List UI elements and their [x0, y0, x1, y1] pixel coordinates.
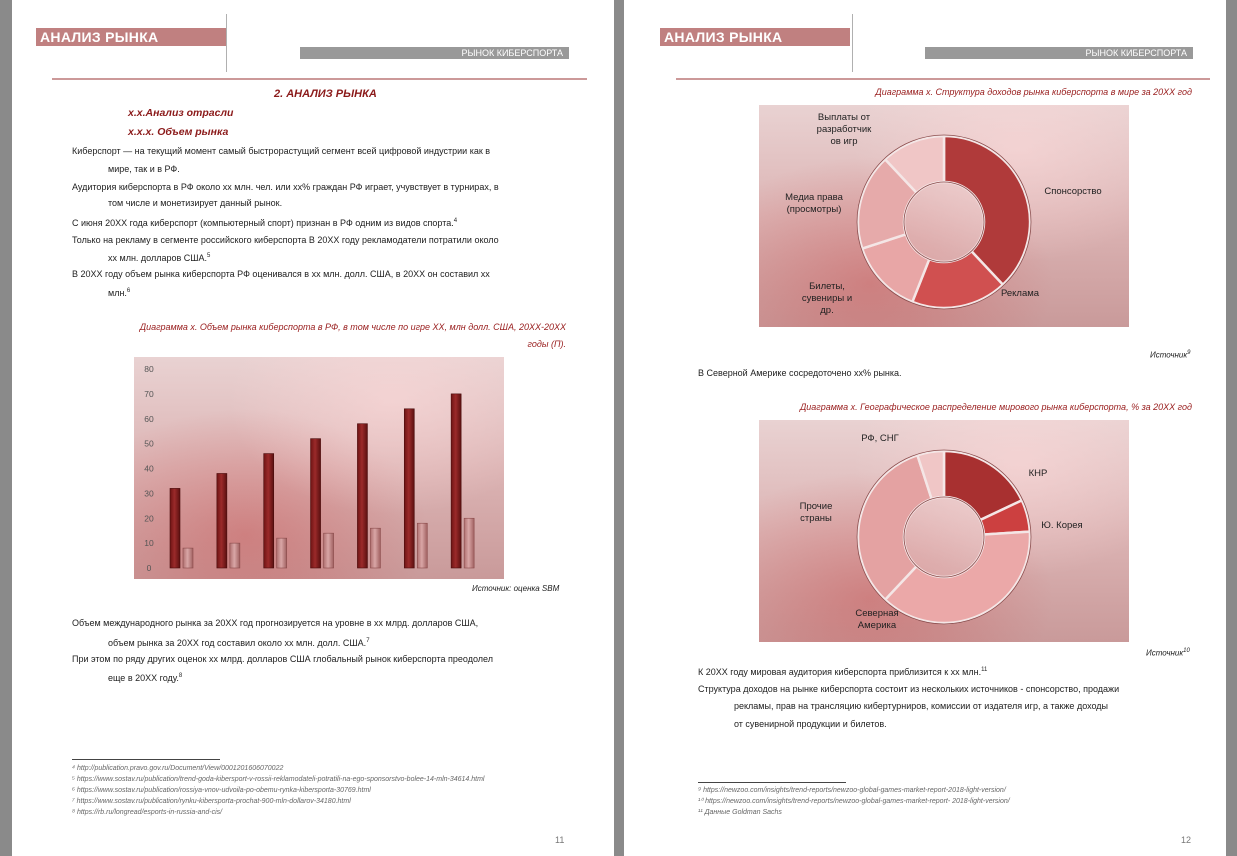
paragraph-6a: Объем международного рынка за 20ХХ год прогнозируется на уровне в хх млрд. долларов США, [72, 618, 479, 628]
page-11 [12, 0, 614, 856]
chart-caption-geo: Диаграмма х. Географическое распределение мирового рынка киберспорта, % за 20ХХ год [799, 402, 1192, 412]
paragraph-2b: том числе и монетизирует данный рынок. [108, 198, 283, 208]
donut-label: Билеты, сувениры и др. [801, 281, 853, 316]
footnote-rule [72, 759, 220, 760]
y-tick-label: 60 [144, 413, 154, 424]
paragraph-4b: хх млн. долларов США.$^5$ [108, 253, 211, 263]
footnote-7[interactable]: ⁷ https://www.sostav.ru/publication/rynku-kibersporta-prochat-900-mln-dollarov-34180.html [72, 798, 351, 805]
footnote-4[interactable]: ⁴ http://publication.pravo.gov.ru/Document/View/0001201606070022 [72, 765, 284, 772]
section-subtitle: РЫНОК КИБЕРСПОРТА [925, 47, 1193, 59]
section-header: АНАЛИЗ РЫНКА [36, 28, 226, 46]
paragraph-7a: При этом по ряду других оценок хх млрд. долларов США глобальный рынок киберспорта преодолел [72, 654, 493, 664]
section-subtitle: РЫНОК КИБЕРСПОРТА [300, 47, 569, 59]
y-tick-label: 70 [144, 388, 154, 399]
header-divider [226, 14, 227, 72]
chart-caption: Диаграмма х. Объем рынка киберспорта в РФ, в том числе по игре ХХ, млн долл. США, 20ХХ-20ХХ годы (П). [139, 322, 566, 349]
chart-caption-revenue: Диаграмма х. Структура доходов рынка киберспорта в мире за 20ХХ год [875, 87, 1192, 97]
bar-series-1 [217, 473, 227, 568]
section-header: АНАЛИЗ РЫНКА [660, 28, 850, 46]
bar-series-1 [264, 454, 274, 568]
footnote-11: ¹¹ Данные Goldman Sachs [698, 809, 782, 816]
y-tick-label: 80 [144, 364, 154, 374]
y-tick-label: 0 [146, 563, 152, 573]
donut-label: Прочие страны [799, 501, 833, 524]
chart-source: Источник: оценка SBM [472, 584, 560, 593]
bar-series-1 [311, 439, 321, 568]
donut-label: Ю. Корея [1041, 520, 1083, 531]
paragraph-5b: млн.$^6$ [108, 288, 131, 298]
page-12 [624, 0, 1226, 856]
bar-chart-svg [134, 357, 504, 579]
donut-label: Медиа права (просмотры) [785, 192, 843, 215]
page-number: 12 [1181, 835, 1192, 845]
y-tick-label: 30 [144, 488, 154, 499]
page-number: 11 [555, 835, 565, 845]
footnote-9[interactable]: ⁹ https://newzoo.com/insights/trend-reports/newzoo-global-games-market-report-2018-light-version/ [698, 787, 1006, 794]
bar-series-2 [183, 548, 193, 568]
header-rule [676, 78, 1210, 80]
donut-hole [904, 182, 984, 262]
revenue-donut-chart [759, 105, 1129, 327]
bar-series-2 [370, 528, 380, 568]
donut-label: Реклама [1000, 288, 1040, 299]
subheading-market-volume: х.х.х. Объем рынка [128, 126, 229, 138]
donut-label: Выплаты от разработчик ов игр [816, 112, 872, 147]
paragraph-structure-c: от сувенирной продукции и билетов. [734, 719, 887, 729]
donut-label: КНР [1028, 468, 1048, 479]
bar-series-1 [357, 424, 367, 568]
paragraph-4a: Только на рекламу в сегменте российского киберспорта В 20ХХ году рекламодатели потратили около [72, 235, 499, 245]
donut-label: Северная Америка [855, 608, 899, 631]
donut-label: РФ, СНГ [861, 433, 899, 444]
y-tick-label: 40 [144, 463, 154, 474]
y-tick-label: 20 [144, 513, 154, 524]
paragraph-6b: объем рынка за 20ХХ год составил около хх млн. долл. США.$^7$ [108, 638, 370, 648]
paragraph-3: С июня 20ХХ года киберспорт (компьютерный спорт) признан в РФ одним из видов спорта.$^4$ [72, 218, 458, 228]
bar-chart [134, 357, 504, 579]
bar-series-1 [404, 409, 414, 568]
bar-series-2 [417, 523, 427, 568]
subheading-industry: х.х.Анализ отрасли [128, 107, 234, 119]
paragraph-5a: В 20ХХ году объем рынка киберспорта РФ оценивался в хх млн. долл. США, в 20ХХ он составил хх [72, 269, 490, 279]
source-geo: Источник$^{10}$ [1146, 648, 1190, 658]
bar-series-2 [464, 518, 474, 568]
donut-label: Спонсорство [1044, 186, 1102, 197]
geo-donut-chart [759, 420, 1129, 642]
paragraph-7b: еще в 20ХХ году.$^8$ [108, 673, 183, 683]
paragraph-audience: К 20ХХ году мировая аудитория киберспорта приблизится к хх млн.$^{11}$ [698, 667, 988, 677]
footnote-6[interactable]: ⁶ https://www.sostav.ru/publication/rossiya-vnov-udvoila-po-obemu-rynka-kibersporta-30769.html [72, 787, 371, 794]
paragraph-2a: Аудитория киберспорта в РФ около хх млн. чел. или хх% граждан РФ играет, учувствует в турнирах, в [72, 182, 499, 192]
paragraph-na: В Северной Америке сосредоточено хх% рынка. [698, 368, 902, 378]
bar-series-1 [451, 394, 461, 568]
footnote-5[interactable]: ⁵ https://www.sostav.ru/publication/trend-goda-kibersport-v-rossii-reklamodateli-potratili-na-ego-sponsorstvo-bolee-14-mln-34614.html [72, 776, 485, 783]
page-heading: 2. АНАЛИЗ РЫНКА [274, 88, 377, 100]
header-divider [852, 14, 853, 72]
bar-series-2 [277, 538, 287, 568]
paragraph-structure-a: Структура доходов на рынке киберспорта состоит из нескольких источников - спонсорство, продажи [698, 684, 1120, 694]
y-tick-label: 10 [144, 538, 154, 549]
bar-series-1 [170, 488, 180, 568]
source-revenue: Источник$^9$ [1150, 350, 1191, 360]
donut-hole [904, 497, 984, 577]
bar-series-2 [324, 533, 334, 568]
header-rule [52, 78, 587, 80]
footnote-10[interactable]: ¹⁰ https://newzoo.com/insights/trend-reports/newzoo-global-games-market-report- 2018-light-version/ [698, 798, 1010, 805]
y-tick-label: 50 [144, 438, 154, 449]
paragraph-structure-b: рекламы, прав на трансляцию кибертурниров, комиссии от издателя игр, а также доходы [734, 701, 1109, 711]
bar-series-2 [230, 543, 240, 568]
paragraph-1b: мире, так и в РФ. [108, 164, 180, 174]
paragraph-1a: Киберспорт — на текущий момент самый быстрорастущий сегмент всей цифровой индустрии как в [72, 146, 491, 156]
footnote-8[interactable]: ⁸ https://rb.ru/longread/esports-in-russia-and-cis/ [72, 809, 223, 816]
footnote-rule [698, 782, 846, 783]
